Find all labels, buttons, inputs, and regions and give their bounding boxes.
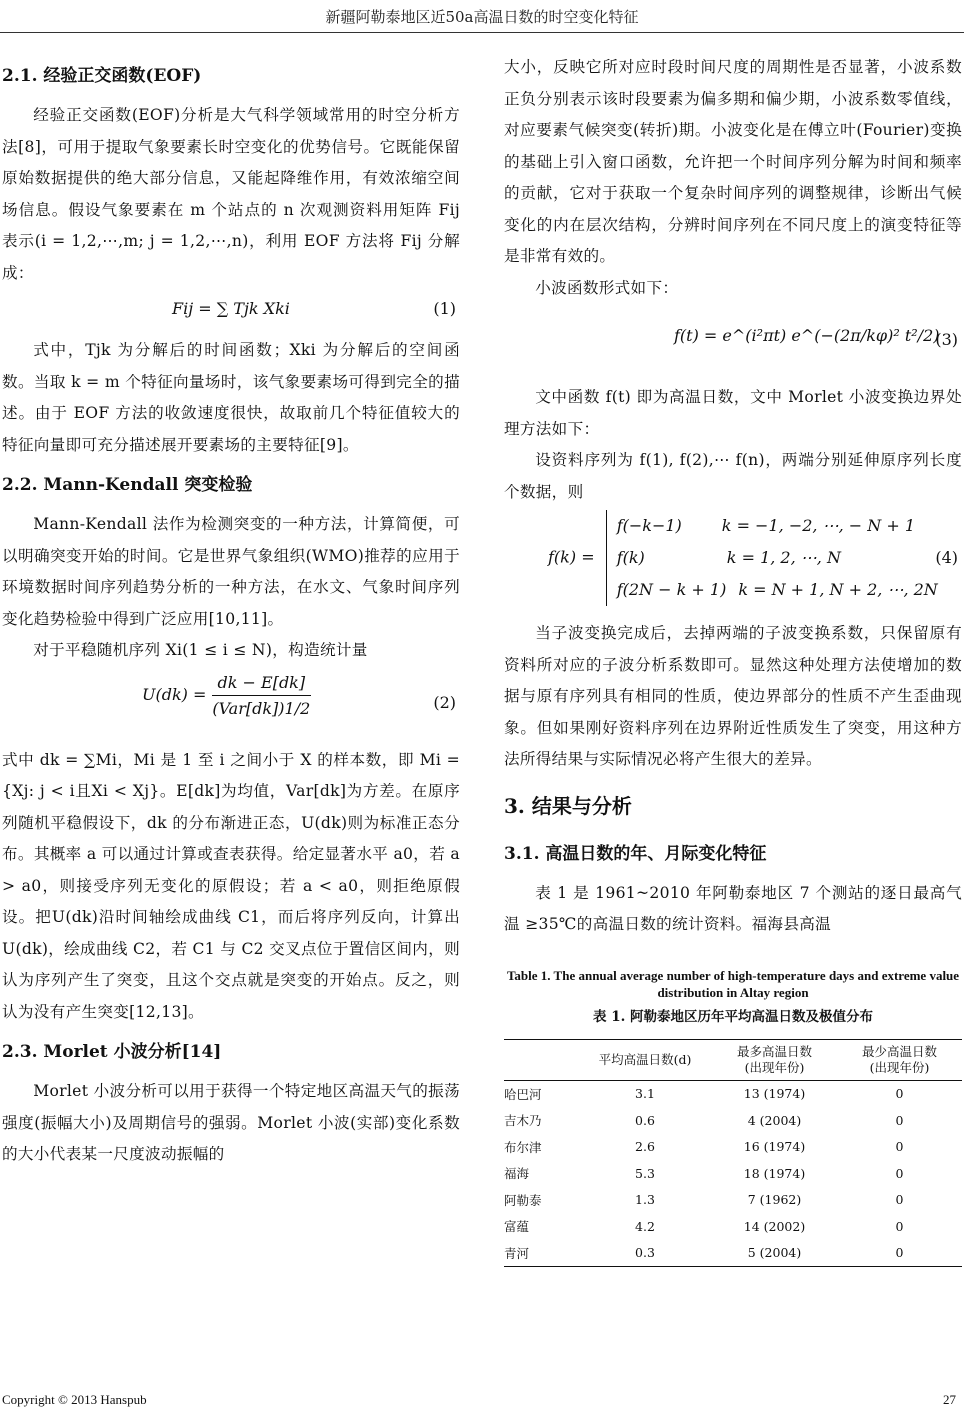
table-high-temperature-days [504,1039,962,1268]
table-cell: 0 [895,1218,904,1234]
case-left: f(−k−1) [616,516,682,535]
section-3-1-title: 3.1. 高温日数的年、月际变化特征 [504,843,767,864]
table-cell: 13 (1974) [743,1086,806,1102]
table-cell: 0 [895,1112,904,1128]
table-cell: 14 (2002) [743,1218,806,1234]
paragraph-morlet-intro: Morlet 小波分析可以用于获得一个特定地区高温天气的振荡强度(振幅大小)及周期信号的强弱。Morlet 小波(实部)变化系数的大小代表某一尺度波动振幅的 [2,1082,460,1163]
table-caption-en: Table 1. The annual average number of high-temperature days and extreme value distribution in Altay region [506,967,960,1000]
equation-2-number: (2) [433,692,456,712]
running-header: 新疆阿勒泰地区近50a高温日数的时空变化特征 [325,8,639,26]
paragraph-wavelet-form: 小波函数形式如下： [535,278,679,297]
section-2-3-title: 2.3. Morlet 小波分析[14] [2,1042,222,1062]
table-cell: 富蕴 [504,1219,530,1235]
table-cell: 0.6 [635,1112,655,1128]
equation-4-case-row [617,574,938,606]
table-cell: 福海 [504,1166,530,1182]
table-cell: 7 (1962) [747,1192,802,1208]
table-cell: 2.6 [635,1139,655,1155]
table-cell: 0 [895,1086,904,1102]
equation-4-formula [548,510,938,606]
table-header-row [504,1039,962,1080]
table-cell: 0.3 [578,1240,712,1267]
paragraph-series: 设资料序列为 f(1), f(2),⋯ f(n)，两端分别延伸原序列长度个数据，则 [504,451,962,501]
table-cell: 5 (2004) [712,1240,837,1267]
case-left: f(k) [616,548,645,567]
table-cell: 1.3 [635,1192,655,1208]
paragraph-table-intro: 表 1 是 1961~2010 年阿勒泰地区 7 个测站的逐日最高气温 ≥35℃的高温日数的统计资料。福海县高温 [504,883,962,933]
copyright-text: Copyright © 2013 Hanspub [2,1392,147,1407]
equation-1-formula: Fij = ∑ Tjk Xki [172,299,290,318]
table-cell: 布尔津 [504,1139,542,1155]
table-cell: 3.1 [635,1086,655,1102]
section-3-title: 3. 结果与分析 [504,793,632,818]
equation-2 [2,667,460,745]
equation-2-fraction [212,673,312,718]
table-cell: 阿勒泰 [504,1192,542,1208]
table-header-cell: 平均高温日数(d) [578,1039,712,1080]
table-cell: 0 [895,1139,904,1155]
table-header-cell [504,1039,578,1080]
table-cell: 16 (1974) [743,1139,806,1155]
table-row [504,1213,962,1240]
case-right: k = −1, −2, ⋯, − N + 1 [721,516,915,535]
case-right: k = N + 1, N + 2, ⋯, 2N [738,580,938,599]
table-row [504,1080,962,1107]
paragraph-boundary-result: 当子波变换完成后，去掉两端的子波变换系数，只保留原有资料所对应的子波分析系数即可。显然这种处理方法使增加的数据与原有序列具有相同的性质，使边界部分的性质不产生歪曲现象。但如果刚好资料序列在边界附近性质发生了突变，用这种方法所得结果与实际情况必将产生很大的差异。 [504,624,962,768]
equation-1-number: (1) [433,299,456,318]
equation-4-case-row [617,510,938,542]
left-column [2,52,460,1171]
case-right: k = 1, 2, ⋯, N [726,548,841,567]
equation-4-number: (4) [935,548,958,567]
equation-2-denominator: (Var[dk])1/2 [212,698,311,718]
paragraph-mk-statistic: 对于平稳随机序列 Xi(1 ≤ i ≤ N)，构造统计量 [33,641,368,659]
equation-4-cases [606,510,938,606]
table-cell: 4 (2004) [747,1112,802,1128]
equation-4-case-row [617,542,938,574]
table-row [504,1187,962,1214]
equation-3 [504,304,962,382]
case-left: f(2N − k + 1) [616,580,727,599]
section-2-1-title: 2.1. 经验正交函数(EOF) [2,66,202,86]
equation-4 [504,508,962,618]
paragraph-eof-explain: 式中，Tjk 为分解后的时间函数；Xki 为分解后的空间函数。当取 k = m 个特征向量场时，该气象要素场可得到完全的描述。由于 EOF 方法的收敛速度很快，故取前几个特征值较大的特征向量即可充分描述展开要素场的主要特征[9]。 [2,341,460,454]
page-number: 27 [943,1392,956,1407]
equation-2-numerator: dk − E[dk] [212,673,312,696]
equation-4-lhs: f(k) = [548,547,595,567]
table-cell: 哈巴河 [504,1086,542,1102]
table-cell: 0 [837,1240,962,1267]
table-header-cell: 最多高温日数 (出现年份) [712,1039,837,1080]
table-cell: 5.3 [635,1165,655,1181]
table-row [504,1134,962,1161]
paragraph-eof-intro: 经验正交函数(EOF)分析是大气科学领域常用的时空分析方法[8]，可用于提取气象要素长时空变化的优势信号。它既能保留原始数据提供的绝大部分信息，又能起降维作用，有效浓缩空间场信息。假设气象要素在 m 个站点的 n 次观测资料用矩阵 Fij 表示(i = 1,2,⋯,m; j = 1,2,⋯,n)，利用 EOF 方法将 Fij 分解成： [2,106,460,282]
table-header-cell: 最少高温日数 (出现年份) [837,1039,962,1080]
equation-2-lhs: U(dk) = [142,684,207,704]
right-column [504,52,962,1267]
paragraph-mk-intro: Mann-Kendall 法作为检测突变的一种方法，计算简便，可以明确突变开始的时间。它是世界气象组织(WMO)推荐的应用于环境数据时间序列趋势分析的一种方法，在水文、气象时间序列变化趋势检验中得到广泛应用[10,11]。 [2,515,460,628]
table-cell: 青河 [504,1240,578,1267]
table-cell: 4.2 [635,1218,655,1234]
equation-3-number: (3) [935,330,958,349]
paragraph-boundary-method: 文中函数 f(t) 即为高温日数，文中 Morlet 小波变换边界处理方法如下： [504,388,962,438]
table-caption-zh: 表 1. 阿勒泰地区历年平均高温日数及极值分布 [593,1008,873,1025]
table-cell: 0 [895,1165,904,1181]
header-rule [0,32,964,33]
equation-2-formula [142,673,311,718]
table-cell: 0 [895,1192,904,1208]
paragraph-morlet-cont: 大小，反映它所对应时段时间尺度的周期性是否显著，小波系数正负分别表示该时段要素为偏多期和偏少期，小波系数零值线，对应要素气候突变(转折)期。小波变化是在傅立叶(Fourier)变换的基础上引入窗口函数，允许把一个时间序列分解为时间和频率的贡献，它对于获取一个复杂时间序列的调整规律，诊断出气候变化的内在层次结构，分辨时间序列在不同尺度上的演变特征等是非常有效的。 [504,58,962,265]
table-cell: 18 (1974) [743,1165,806,1181]
table-row [504,1160,962,1187]
section-2-2-title: 2.2. Mann-Kendall 突变检验 [2,475,253,495]
paragraph-mk-explain: 式中 dk = ∑Mi，Mi 是 1 至 i 之间小于 X 的样本数，即 Mi = {Xj: j < i且Xi < Xj}。E[dk]为均值，Var[dk]为方差。在原序列随机平稳假设下，dk 的分布渐进正态，U(dk)则为标准正态分布。其概率 a 可以通过计算或查表获得。给定显著水平 a0，若 a > a0，则接受序列无变化的原假设；若 a < a0，则拒绝原假设。把U(dk)沿时间轴绘成曲线 C1，而后将序列反向，计算出U(dk)，绘成曲线 C2，若 C1 与 C2 交叉点位于置信区间内，则认为序列产生了突变，且这个交点就是突变的开始点。反之，则认为没有产生突变[12,13]。 [2,750,460,1021]
equation-3-formula: f(t) = e^(i²πt) e^(−(2π/kφ)² t²/2) [674,326,940,345]
table-row [504,1240,962,1267]
table-cell: 吉木乃 [504,1113,542,1129]
table-row [504,1107,962,1134]
equation-1 [2,289,460,335]
